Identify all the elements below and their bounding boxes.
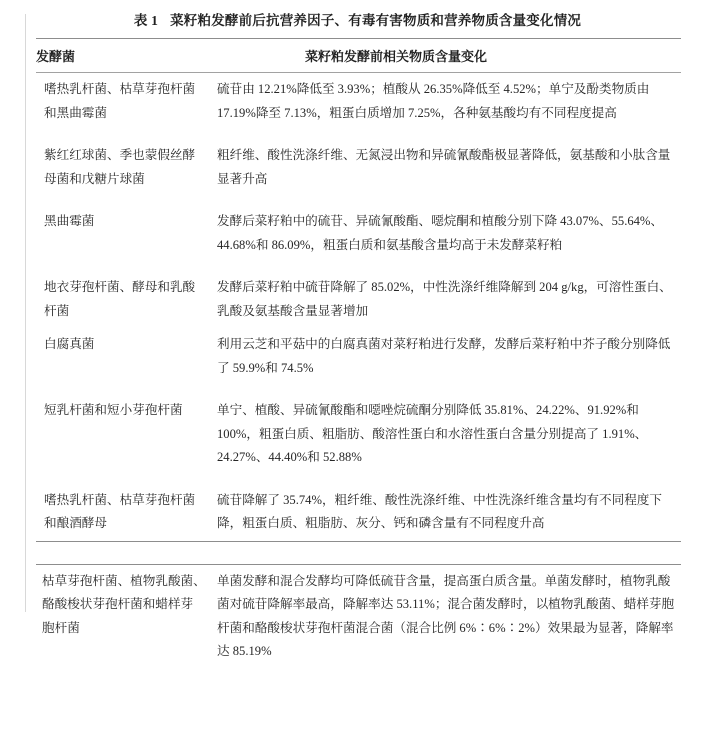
table-caption xyxy=(0,0,715,38)
table-header-row xyxy=(0,39,715,72)
strain-line: 和黑曲霉菌 xyxy=(44,105,107,120)
column-header-strain: 发酵菌 xyxy=(36,49,76,64)
row-spacer xyxy=(0,130,715,139)
table-label: 表 1 xyxy=(133,13,159,28)
cell-description xyxy=(207,484,715,541)
table-row xyxy=(0,328,715,385)
cell-description xyxy=(207,139,715,196)
strain-line: 地衣芽孢杆菌、酵母和乳酸 xyxy=(44,280,196,294)
row-spacer xyxy=(0,262,715,271)
table-row xyxy=(0,205,715,262)
description-text: 硫苷降解了 35.74%，粗纤维、酸性洗涤纤维、中性洗涤纤维含量均有不同程度下降，粗蛋白质、粗脂肪、灰分、钙和磷含量有不同程度升高 xyxy=(217,492,662,530)
description-text: 硫苷由 12.21%降低至 3.93%；植酸从 26.35%降低至 4.52%；单宁及酚类物质由 17.19%降至 7.13%，粗蛋白质增加 7.25%，各种氨基酸均有不同程度提高 xyxy=(217,82,650,120)
strain-line: 和酿酒酵母 xyxy=(44,516,107,530)
cell-description xyxy=(207,205,715,262)
row-spacer xyxy=(0,385,715,394)
description-text: 发酵后菜籽粕中的硫苷、异硫氰酸酯、噁烷酮和植酸分别下降 43.07%、55.64%、44.68%和 86.09%，粗蛋白质和氨基酸含量均高于未发酵菜籽粕 xyxy=(217,214,664,252)
strain-line: 枯草芽孢杆菌、植物乳酸菌、 xyxy=(42,573,206,588)
cell-description xyxy=(207,271,715,328)
description-text: 单菌发酵和混合发酵均可降低硫苷含量，提高蛋白质含量。单菌发酵时，植物乳酸菌对硫苷降解率最高，降解率达 53.11%；混合菌发酵时，以植物乳酸菌、蜡样芽胞杆菌和酪酸梭状芽孢杆菌混合菌（混合比例 6%∶6%∶2%）效果最为显著，降解率达 85.19% xyxy=(217,573,675,658)
cell-description xyxy=(207,565,715,669)
column-header-changes: 菜籽粕发酵前相关物质含量变化 xyxy=(305,49,488,64)
table-row xyxy=(0,139,715,196)
page-break-gap xyxy=(0,542,715,564)
table-row xyxy=(0,73,715,130)
table-body-continued xyxy=(0,565,715,669)
description-text: 单宁、植酸、异硫氰酸酯和噁唑烷硫酮分别降低 35.81%、24.22%、91.92%和 100%，粗蛋白质、粗脂肪、酸溶性蛋白和水溶性蛋白含量分别提高了 1.91%、24.27%、44.40%和 52.88% xyxy=(217,403,648,464)
description-text: 利用云芝和平菇中的白腐真菌对菜籽粕进行发酵，发酵后菜籽粕中芥子酸分别降低了 59.9%和 74.5% xyxy=(217,337,671,375)
cell-strain xyxy=(0,205,207,262)
table-row xyxy=(0,565,715,669)
strain-line: 酪酸梭状芽孢杆菌和蜡样芽 xyxy=(42,597,194,611)
description-text: 发酵后菜籽粕中硫苷降解了 85.02%，中性洗涤纤维降解到 204 g/kg，可溶性蛋白、乳酸及氨基酸含量显著增加 xyxy=(217,280,672,318)
table-row xyxy=(0,484,715,541)
strain-line: 杆菌 xyxy=(44,303,70,318)
cell-strain xyxy=(0,565,207,669)
strain-line: 胞杆菌 xyxy=(42,620,80,635)
table-title-text: 菜籽粕发酵前后抗营养因子、有毒有害物质和营养物质含量变化情况 xyxy=(170,13,582,28)
strain-line: 白腐真菌 xyxy=(44,337,95,351)
strain-line: 嗜热乳杆菌、枯草芽孢杆菌 xyxy=(44,492,196,507)
strain-line: 黑曲霉菌 xyxy=(44,214,95,228)
cell-strain xyxy=(0,394,207,475)
table-row xyxy=(0,394,715,475)
cell-description xyxy=(207,328,715,385)
table-row xyxy=(0,271,715,328)
strain-line: 嗜热乳杆菌、枯草芽孢杆菌 xyxy=(44,82,196,96)
cell-strain xyxy=(0,328,207,385)
cell-description xyxy=(207,73,715,130)
cell-strain xyxy=(0,139,207,196)
cell-strain xyxy=(0,484,207,541)
row-spacer xyxy=(0,475,715,484)
cell-description xyxy=(207,394,715,475)
strain-line: 紫红红球菌、季也蒙假丝酵 xyxy=(44,148,196,162)
table-body xyxy=(0,73,715,541)
cell-strain xyxy=(0,271,207,328)
table-header-block xyxy=(0,39,715,72)
description-text: 粗纤维、酸性洗涤纤维、无氮浸出物和异硫氰酸酯极显著降低，氨基酸和小肽含量显著升高 xyxy=(217,148,671,186)
strain-line: 母菌和戊糖片球菌 xyxy=(44,171,145,186)
cell-strain xyxy=(0,73,207,130)
scan-edge-line xyxy=(25,14,26,612)
strain-line: 短乳杆菌和短小芽孢杆菌 xyxy=(44,403,183,417)
row-spacer xyxy=(0,196,715,205)
